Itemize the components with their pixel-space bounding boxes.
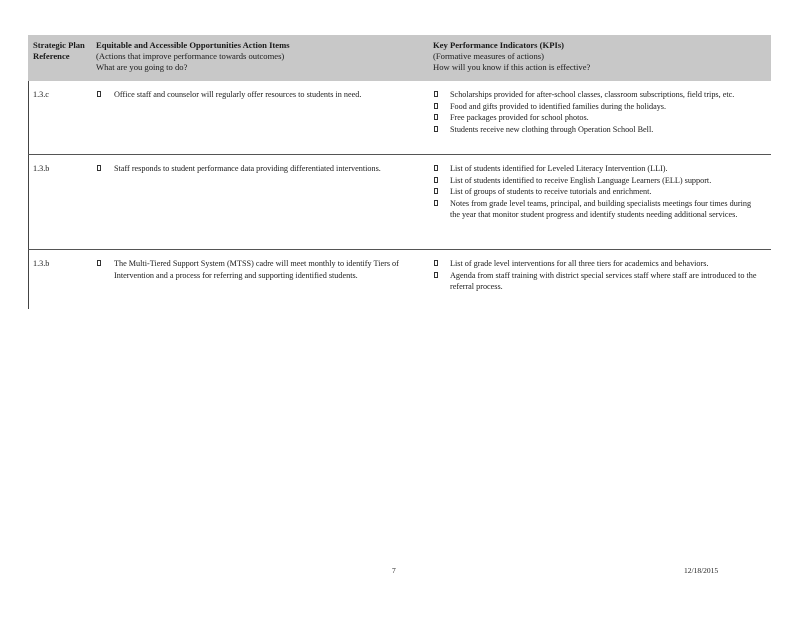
action-plan-table — [28, 35, 771, 310]
table-row — [28, 155, 771, 250]
header-action-items-subtitle: (Actions that improve performance towards outcomes) — [96, 51, 285, 61]
header-action-items-title: Equitable and Accessible Opportunities Action Items — [96, 40, 290, 50]
kpi-item — [433, 101, 763, 113]
action-text: Staff responds to student performance data providing differentiated interventions. — [114, 164, 381, 173]
header-strategic-plan-reference: Strategic Plan Reference — [33, 40, 85, 61]
kpi-item — [433, 186, 763, 198]
checkbox-bullet-icon — [434, 177, 438, 183]
row-action — [96, 163, 426, 175]
action-text: The Multi-Tiered Support System (MTSS) cadre will meet monthly to identify Tiers of Intervention and a process for referring and supporting identified students. — [114, 259, 399, 280]
row-action — [96, 258, 426, 281]
row-reference: 1.3.b — [33, 259, 50, 268]
footer-date: 12/18/2015 — [684, 566, 719, 575]
kpi-item — [433, 175, 763, 187]
kpi-text: Agenda from staff training with district special services staff where staff are introduced to the referral process. — [450, 270, 757, 291]
header-action-items-question: What are you going to do? — [96, 62, 188, 72]
kpi-text: Food and gifts provided to identified families during the holidays. — [450, 101, 667, 111]
checkbox-bullet-icon — [434, 188, 438, 194]
kpi-text: Notes from grade level teams, principal, and building specialists meetings four times during the year that monitor student progress and identify students needing additional services. — [450, 198, 752, 219]
kpi-text: List of students identified to receive English Language Learners (ELL) support. — [450, 175, 712, 185]
table-row — [28, 250, 771, 310]
header-kpis — [433, 40, 763, 73]
kpi-text: Students receive new clothing through Operation School Bell. — [450, 124, 654, 134]
checkbox-bullet-icon — [434, 103, 438, 109]
action-item — [96, 163, 426, 175]
checkbox-bullet-icon — [97, 91, 101, 97]
checkbox-bullet-icon — [434, 260, 438, 266]
row-reference: 1.3.c — [33, 90, 49, 99]
table-header — [28, 35, 771, 81]
header-kpis-subtitle: (Formative measures of actions) — [433, 51, 544, 61]
action-item — [96, 258, 426, 281]
checkbox-bullet-icon — [434, 200, 438, 206]
table-row — [28, 81, 771, 155]
kpi-item — [433, 258, 763, 270]
action-item — [96, 89, 426, 101]
checkbox-bullet-icon — [97, 260, 101, 266]
kpi-item — [433, 198, 763, 221]
kpi-text: List of groups of students to receive tutorials and enrichment. — [450, 187, 652, 196]
checkbox-bullet-icon — [434, 114, 438, 120]
row-kpis — [433, 89, 763, 135]
row-action — [96, 89, 426, 101]
row-kpis — [433, 163, 763, 221]
checkbox-bullet-icon — [434, 91, 438, 97]
kpi-text: Free packages provided for school photos. — [450, 113, 589, 122]
checkbox-bullet-icon — [434, 165, 438, 171]
checkbox-bullet-icon — [434, 126, 438, 132]
checkbox-bullet-icon — [97, 165, 101, 171]
kpi-text: List of students identified for Leveled Literacy Intervention (LLI). — [450, 164, 668, 173]
kpi-item — [433, 112, 763, 124]
kpi-text: List of grade level interventions for all three tiers for academics and behaviors. — [450, 259, 709, 268]
kpi-item — [433, 89, 763, 101]
kpi-text: Scholarships provided for after-school classes, classroom subscriptions, field trips, etc. — [450, 90, 735, 99]
header-kpis-title: Key Performance Indicators (KPIs) — [433, 40, 565, 50]
kpi-item — [433, 270, 763, 293]
action-text: Office staff and counselor will regularly offer resources to students in need. — [114, 90, 362, 99]
header-kpis-question: How will you know if this action is effective? — [433, 62, 591, 72]
checkbox-bullet-icon — [434, 272, 438, 278]
page-number: 7 — [392, 566, 396, 575]
kpi-item — [433, 124, 763, 136]
kpi-item — [433, 163, 763, 175]
row-kpis — [433, 258, 763, 293]
row-reference: 1.3.b — [33, 164, 50, 173]
header-action-items — [96, 40, 426, 73]
